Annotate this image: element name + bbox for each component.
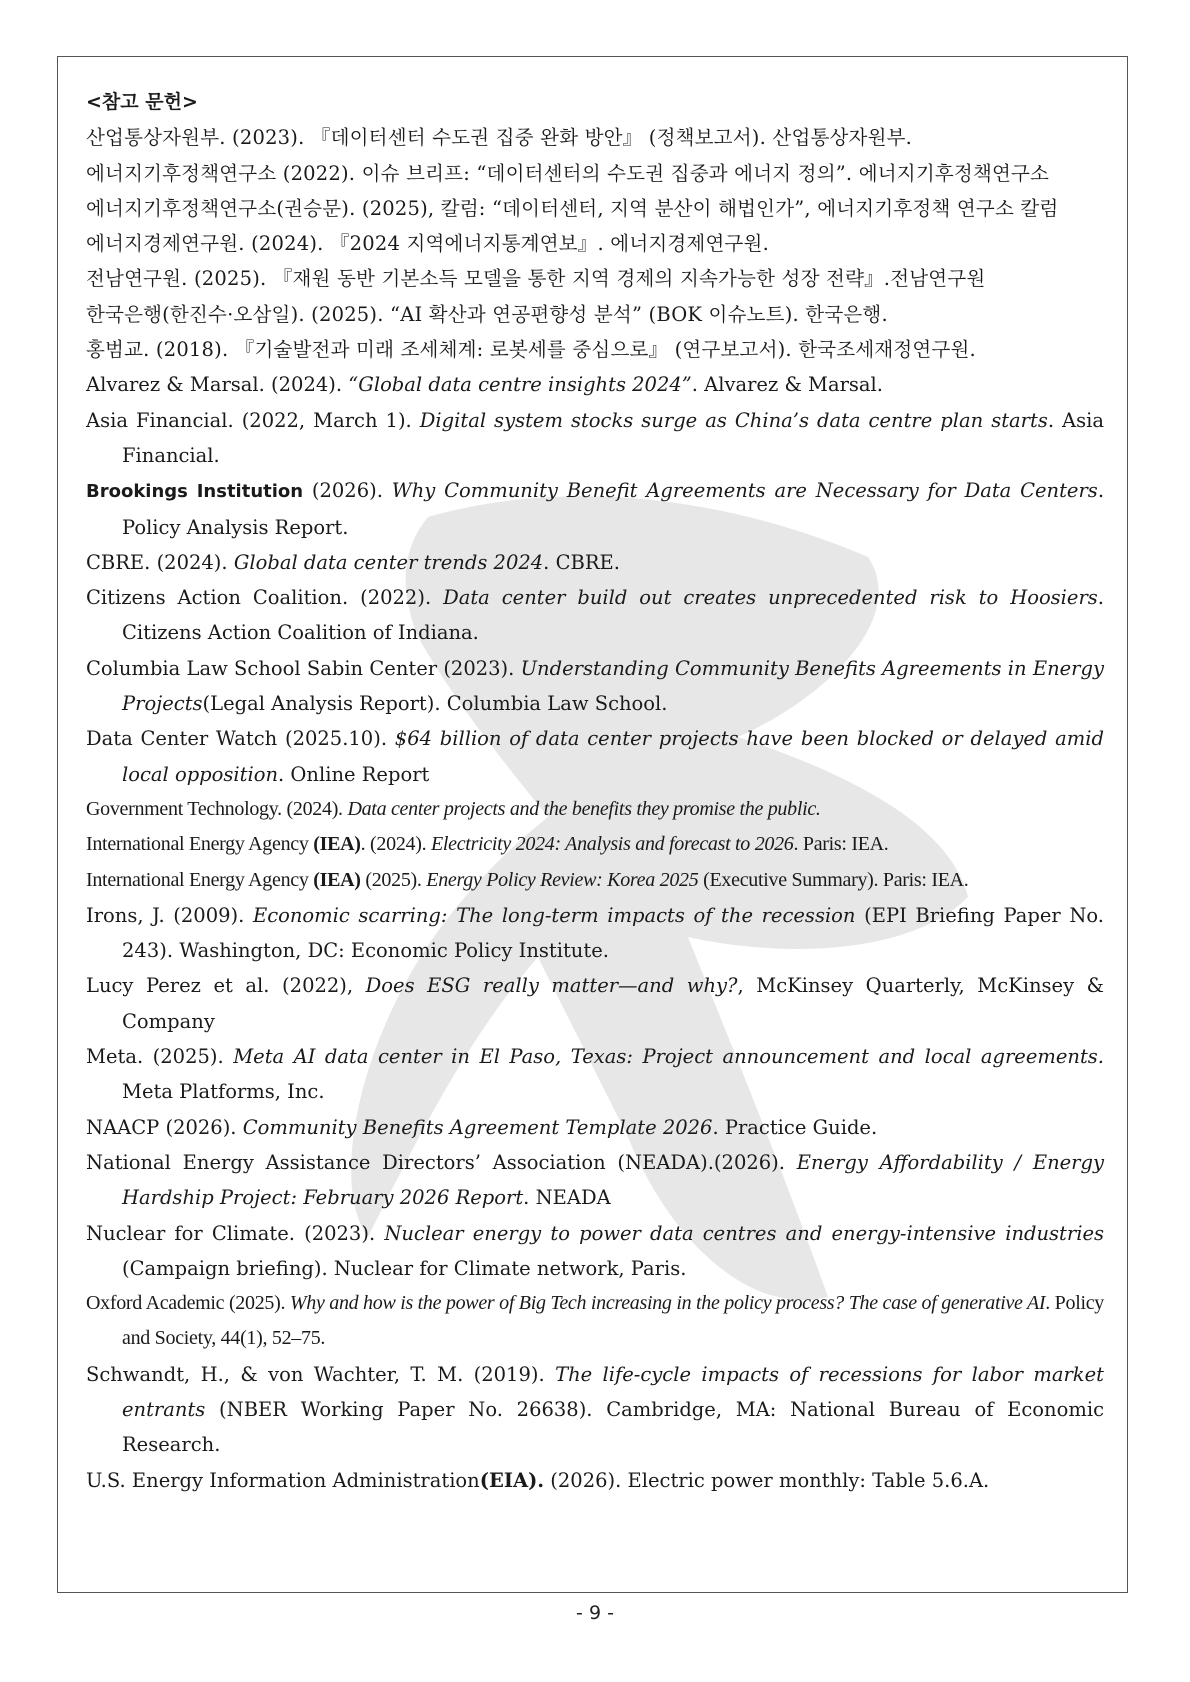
reference-item: Citizens Action Coalition. (2022). Data center build out creates unprecedented risk to Hoosiers. Citizens Action Coalition of Indiana.: [86, 586, 1104, 645]
reference-item: Oxford Academic (2025). Why and how is the power of Big Tech increasing in the policy process? The case of generative AI. Policy and Society, 44(1), 52–75.: [86, 1292, 1104, 1350]
reference-title: $64 billion of data center projects have been blocked or delayed amid local opposition: [122, 727, 1104, 786]
reference-item: 전남연구원. (2025). 『재원 동반 기본소득 모델을 통한 지역 경제의 지속가능한 성장 전략』.전남연구원: [86, 267, 986, 291]
reference-title: Understanding Community Benefits Agreements in Energy Projects: [122, 656, 1105, 716]
reference-item: Data Center Watch (2025.10). $64 billion of data center projects have been blocked or delayed amid local opposition. Online Report: [86, 727, 1104, 786]
reference-item: CBRE. (2024). Global data center trends 2024. CBRE.: [86, 550, 620, 574]
reference-title: Energy Policy Review: Korea 2025: [426, 868, 699, 891]
reference-item: 에너지경제연구원. (2024). 『2024 지역에너지통계연보』. 에너지경제연구원.: [86, 232, 769, 256]
reference-item: Schwandt, H., & von Wachter, T. M. (2019). The life-cycle impacts of recessions for labor market entrants (NBER Working Paper No. 26638). Cambridge, MA: National Bureau of Economic Research.: [86, 1362, 1104, 1457]
reference-item: 산업통상자원부. (2023). 『데이터센터 수도권 집중 완화 방안』 (정책보고서). 산업통상자원부.: [86, 126, 913, 150]
page-number: - 9 -: [576, 1602, 614, 1624]
reference-title: Does ESG really matter—and why?: [365, 974, 738, 998]
reference-title: Community Benefits Agreement Template 2026: [242, 1115, 713, 1139]
reference-item: 에너지기후정책연구소(권승문). (2025), 칼럼: “데이터센터, 지역 분산이 해법인가”, 에너지기후정책 연구소 칼럼: [86, 196, 1059, 220]
page-frame: [57, 56, 1128, 1593]
references-section: [86, 85, 1104, 1498]
reference-title: Why and how is the power of Big Tech increasing in the policy process? The case of generative AI: [289, 1292, 1046, 1315]
reference-title: Digital system stocks surge as China’s data centre plan starts: [419, 408, 1048, 432]
reference-item: 한국은행(한진수·오삼일). (2025). “AI 확산과 연공편향성 분석” (BOK 이슈노트). 한국은행.: [86, 302, 888, 326]
reference-title: Data center build out creates unprecedented risk to Hoosiers: [443, 586, 1098, 610]
reference-title: Global data center trends 2024: [233, 550, 544, 574]
reference-organization: (IEA): [313, 868, 361, 891]
reference-item: International Energy Agency (IEA). (2024). Electricity 2024: Analysis and forecast to 2026. Paris: IEA.: [86, 833, 889, 856]
reference-item: 홍범교. (2018). 『기술발전과 미래 조세체계: 로봇세를 중심으로』 (연구보고서). 한국조세재정연구원.: [86, 338, 976, 362]
reference-item: Meta. (2025). Meta AI data center in El Paso, Texas: Project announcement and local agreements. Meta Platforms, Inc.: [86, 1045, 1104, 1104]
reference-title: Meta AI data center in El Paso, Texas: Project announcement and local agreements.: [233, 1045, 1104, 1069]
reference-item: Nuclear for Climate. (2023). Nuclear energy to power data centres and energy-intensive industries (Campaign briefing). Nuclear for Climate network, Paris.: [86, 1221, 1104, 1280]
section-heading: <참고 문헌>: [86, 91, 198, 113]
reference-item: Brookings Institution (2026). Why Community Benefit Agreements are Necessary for Data Centers. Policy Analysis Report.: [86, 479, 1105, 539]
reference-title: The life-cycle impacts of recessions for labor market entrants: [122, 1362, 1104, 1421]
reference-item: Columbia Law School Sabin Center (2023). Understanding Community Benefits Agreements in Energy Projects(Legal Analysis Report). Columbia Law School.: [86, 656, 1105, 716]
reference-title: Nuclear energy to power data centres and energy-intensive industries: [384, 1221, 1104, 1245]
reference-item: U.S. Energy Information Administration(EIA). (2026). Electric power monthly: Table 5.6.A.: [86, 1468, 990, 1492]
reference-organization: (EIA).: [479, 1468, 545, 1492]
reference-title: Economic scarring: The long-term impacts of the recession: [252, 903, 856, 927]
reference-organization: (IEA): [313, 833, 361, 856]
reference-item: Irons, J. (2009). Economic scarring: The long-term impacts of the recession (EPI Briefing Paper No. 243). Washington, DC: Economic Policy Institute.: [86, 903, 1104, 963]
reference-item: Government Technology. (2024). Data center projects and the benefits they promise the public.: [86, 797, 821, 820]
reference-item: NAACP (2026). Community Benefits Agreement Template 2026. Practice Guide.: [86, 1115, 878, 1139]
reference-title: Electricity 2024: Analysis and forecast to 2026: [430, 833, 794, 856]
reference-item: 에너지기후정책연구소 (2022). 이슈 브리프: “데이터센터의 수도권 집중과 에너지 정의”. 에너지기후정책연구소: [86, 161, 1050, 185]
reference-item: Asia Financial. (2022, March 1). Digital system stocks surge as China’s data centre plan starts. Asia Financial.: [86, 408, 1104, 467]
reference-title: Energy Affordability / Energy Hardship Project: February 2026 Report: [122, 1150, 1104, 1210]
reference-item: Lucy Perez et al. (2022), Does ESG really matter—and why?, McKinsey Quarterly, McKinsey & Company: [86, 974, 1104, 1033]
reference-organization: Brookings Institution: [86, 481, 304, 503]
reference-title: “Global data centre insights 2024”: [348, 373, 692, 397]
reference-item: International Energy Agency (IEA) (2025). Energy Policy Review: Korea 2025 (Executive Summary). Paris: IEA.: [86, 868, 969, 891]
reference-title: Data center projects and the benefits they promise the public.: [347, 797, 821, 820]
reference-item: Alvarez & Marsal. (2024). “Global data centre insights 2024”. Alvarez & Marsal.: [86, 373, 883, 397]
reference-title: Why Community Benefit Agreements are Necessary for Data Centers: [391, 479, 1098, 503]
reference-item: National Energy Assistance Directors’ Association (NEADA).(2026). Energy Affordability / Energy Hardship Project: February 2026 Report. NEADA: [86, 1150, 1104, 1210]
